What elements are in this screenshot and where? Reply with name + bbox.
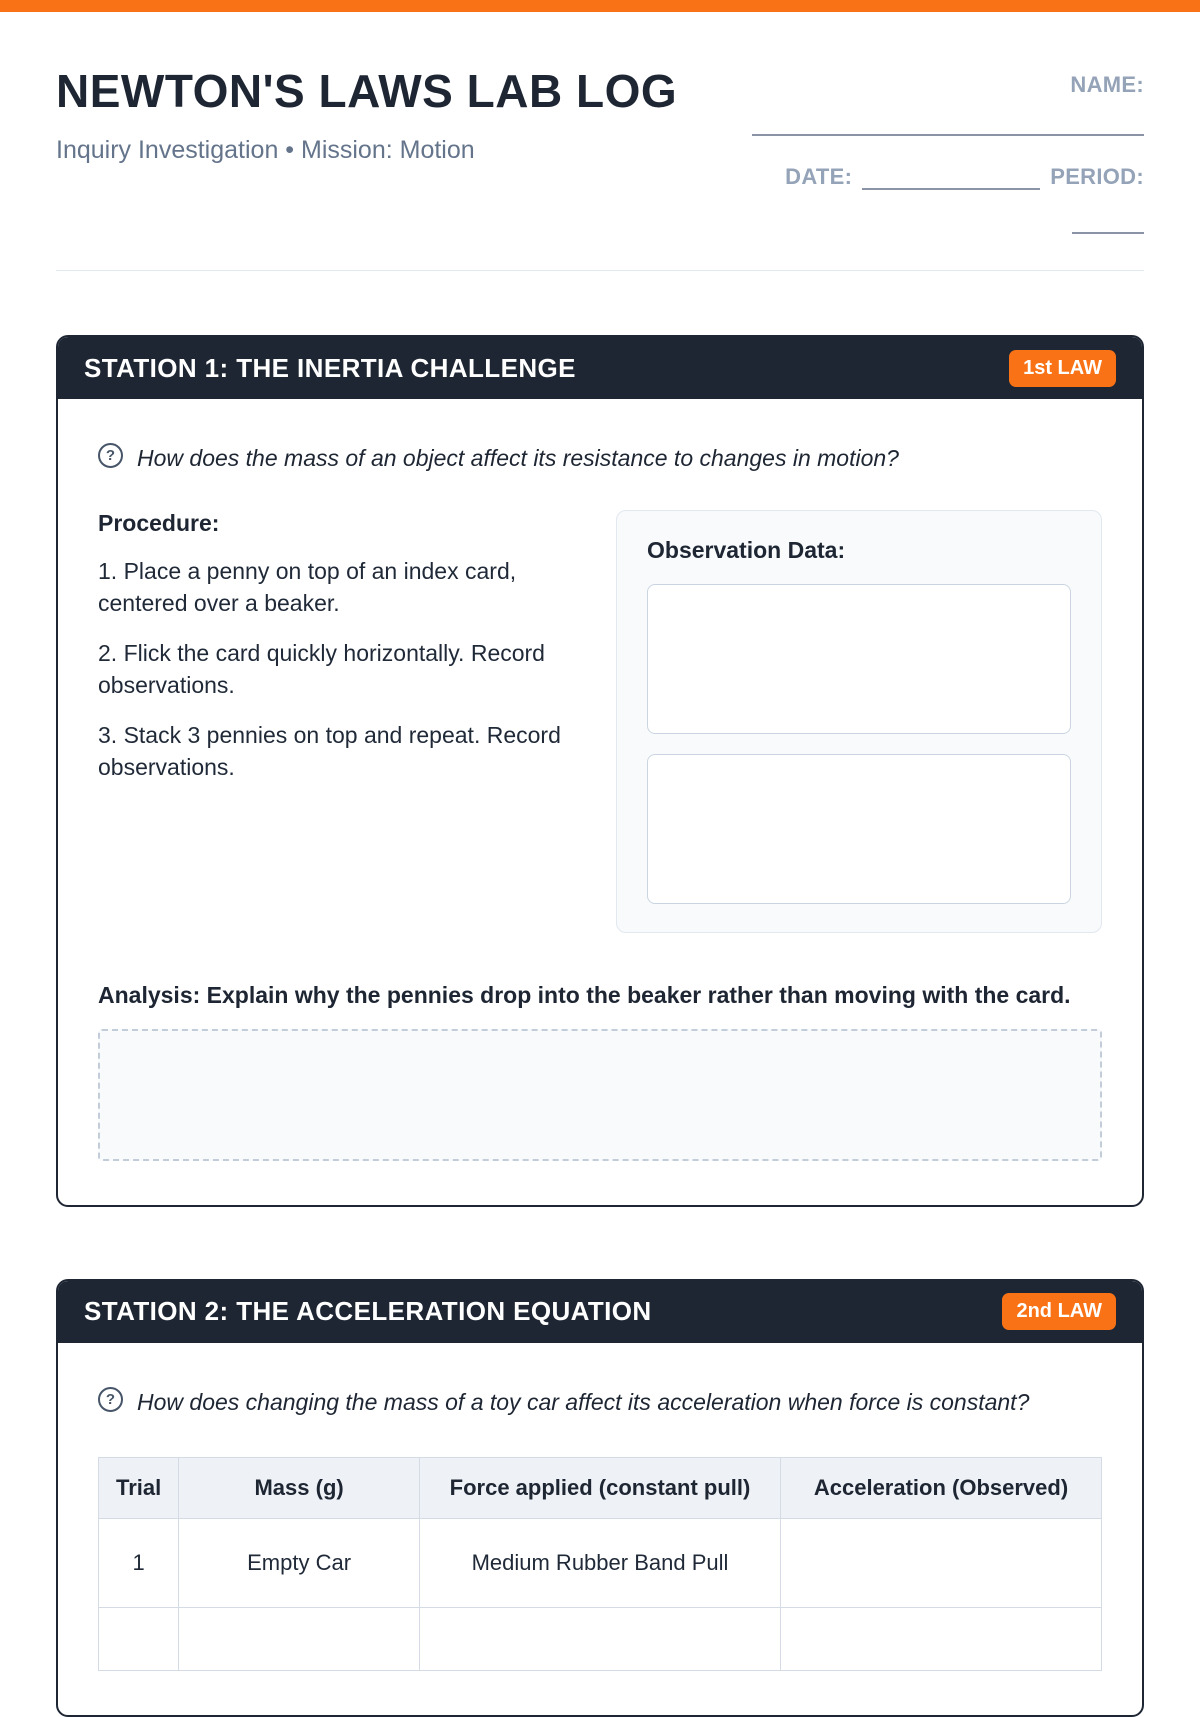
procedure-step-2: 2. Flick the card quickly horizontally. Record observations. (98, 639, 545, 699)
header-title-block (56, 64, 677, 165)
worksheet-page (0, 12, 1200, 1717)
mass-cell: Empty Car (179, 1519, 420, 1608)
station-1-columns (98, 510, 1102, 933)
question-icon: ? (98, 1387, 123, 1412)
table-row (99, 1519, 1102, 1608)
station-2-title: STATION 2: THE ACCELERATION EQUATION (84, 1296, 652, 1327)
page-header (56, 64, 1144, 240)
page-subtitle: Inquiry Investigation • Mission: Motion (56, 136, 475, 165)
column-header-trial: Trial (99, 1458, 179, 1519)
acceleration-input-cell[interactable] (781, 1608, 1102, 1671)
name-label: NAME: (1070, 72, 1144, 97)
acceleration-input-cell[interactable] (781, 1519, 1102, 1608)
analysis-response-box[interactable] (98, 1029, 1102, 1161)
table-header-row (99, 1458, 1102, 1519)
column-header-force: Force applied (constant pull) (419, 1458, 780, 1519)
mass-cell (179, 1608, 420, 1671)
period-label: PERIOD: (1050, 164, 1144, 189)
station-2-header (58, 1281, 1142, 1343)
name-input-line[interactable] (752, 112, 1144, 136)
procedure-step-1: 1. Place a penny on top of an index card, centered over a beaker. (98, 557, 517, 616)
force-cell: Medium Rubber Band Pull (419, 1519, 780, 1608)
force-cell (419, 1608, 780, 1671)
student-info-block (752, 64, 1144, 240)
procedure-label: Procedure: (98, 509, 220, 536)
analysis-label: Analysis: Explain why the pennies drop into the beaker rather than moving with the card. (98, 981, 1071, 1008)
station-1-question: How does the mass of an object affect its resistance to changes in motion? (137, 445, 899, 471)
station-1-header (58, 337, 1142, 399)
date-label: DATE: (785, 164, 853, 189)
station-1-card (56, 335, 1144, 1207)
table-row (99, 1608, 1102, 1671)
question-icon: ? (98, 443, 123, 468)
station-2-body (58, 1343, 1142, 1716)
station-1-body (58, 399, 1142, 1205)
station-2-question: How does changing the mass of a toy car affect its acceleration when force is constant? (137, 1388, 1030, 1415)
station-2-law-badge: 2nd LAW (1002, 1293, 1116, 1330)
date-input-line[interactable] (862, 166, 1040, 190)
header-divider (56, 270, 1144, 271)
station-2-question-row (98, 1385, 1078, 1420)
period-input-line[interactable] (1072, 210, 1144, 234)
trial-cell (99, 1608, 179, 1671)
trial-cell: 1 (99, 1519, 179, 1608)
observation-data-label: Observation Data: (647, 536, 846, 563)
station-1-law-badge: 1st LAW (1009, 350, 1116, 387)
column-header-acceleration: Acceleration (Observed) (781, 1458, 1102, 1519)
acceleration-data-table (98, 1457, 1102, 1671)
station-1-title: STATION 1: THE INERTIA CHALLENGE (84, 352, 576, 383)
procedure-section (98, 510, 568, 933)
page-title: NEWTON'S LAWS LAB LOG (56, 65, 678, 117)
procedure-step-3: 3. Stack 3 pennies on top and repeat. Record observations. (98, 722, 561, 781)
station-2-card (56, 1279, 1144, 1717)
observation-panel (616, 510, 1102, 933)
top-accent-bar (0, 0, 1200, 12)
observation-box-2[interactable] (647, 754, 1071, 904)
observation-box-1[interactable] (647, 584, 1071, 734)
station-1-question-row (98, 441, 1102, 476)
column-header-mass: Mass (g) (179, 1458, 420, 1519)
